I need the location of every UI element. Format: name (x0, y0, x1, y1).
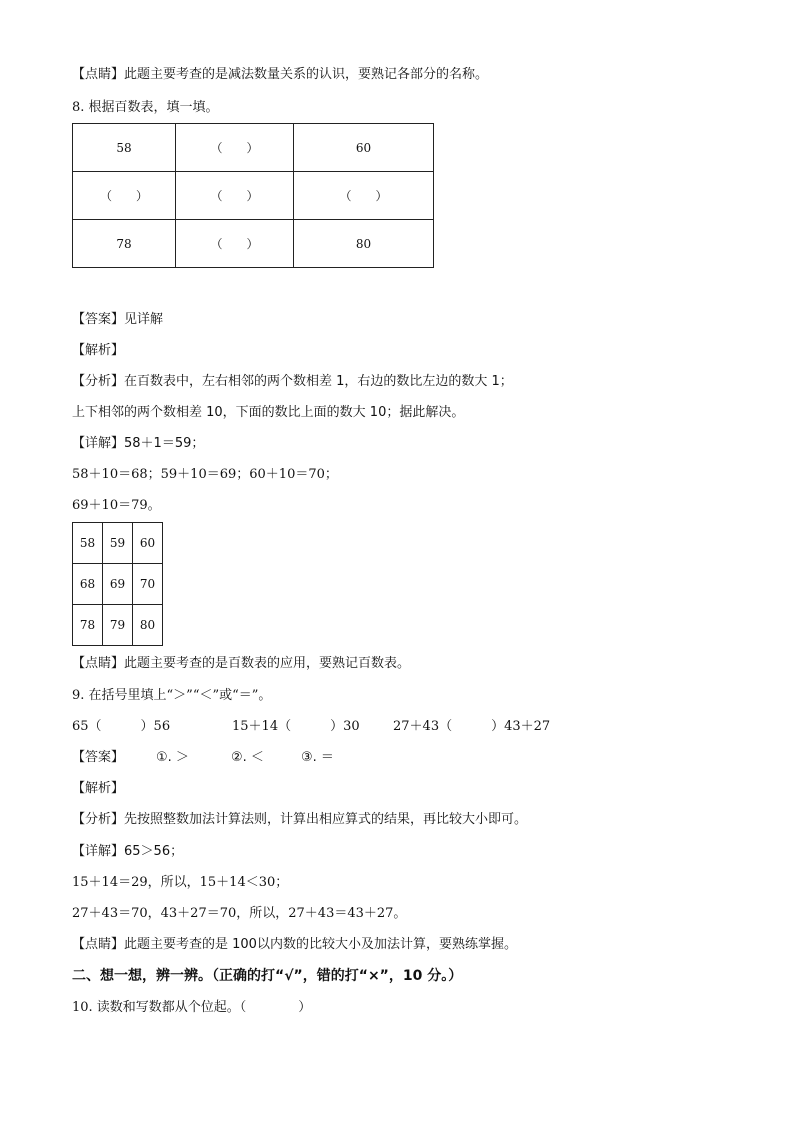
q8-title: 8. 根据百数表，填一填。 (72, 100, 219, 115)
table-cell: （ ） (176, 172, 294, 220)
q8-xiangjie-2: 58＋10＝68；59＋10＝69；60＋10＝70； (72, 467, 338, 482)
q9-item: 27＋43（ ）43＋27 (393, 719, 551, 734)
table-row (73, 605, 163, 646)
q8-jiexi: 【解析】 (72, 343, 125, 358)
table-cell: 80 (294, 220, 434, 268)
table-cell: （ ） (176, 220, 294, 268)
table-cell: 58 (73, 124, 176, 172)
q9-items (72, 718, 550, 736)
q9-answer-2: ②. ＜ (231, 750, 264, 765)
table-cell: （ ） (176, 124, 294, 172)
q9-title: 9. 在括号里填上“＞”“＜”或“＝”。 (72, 688, 272, 703)
q9-item: 15＋14（ ）30 (232, 719, 360, 734)
table-row (73, 124, 434, 172)
q9-answer-1: ①. ＞ (156, 750, 189, 765)
q8-fenxi-1: 【分析】在百数表中，左右相邻的两个数相差 1，右边的数比左边的数大 1； (72, 374, 513, 389)
table-cell: 60 (133, 523, 163, 564)
q10-text: 10. 读数和写数都从个位起。（ ） (72, 1000, 312, 1015)
q8-answer: 【答案】见详解 (72, 312, 164, 327)
dianjing-q7: 【点睛】此题主要考查的是减法数量关系的认识，要熟记各部分的名称。 (72, 67, 489, 82)
q8-xiangjie-1: 【详解】58＋1＝59； (72, 436, 205, 451)
q9-fenxi: 【分析】先按照整数加法计算法则，计算出相应算式的结果，再比较大小即可。 (72, 812, 528, 827)
table-cell: 79 (103, 605, 133, 646)
q8-xiangjie-3: 69＋10＝79。 (72, 498, 161, 513)
q8-fenxi-2: 上下相邻的两个数相差 10，下面的数比上面的数大 10；据此解决。 (72, 405, 465, 420)
q8-dianjing: 【点睛】此题主要考查的是百数表的应用，要熟记百数表。 (72, 656, 411, 671)
q9-dianjing: 【点睛】此题主要考查的是 100以内数的比较大小及加法计算，要熟练掌握。 (72, 937, 517, 952)
table-cell: 78 (73, 220, 176, 268)
q9-answer (72, 749, 334, 767)
q8-hundred-table (72, 123, 434, 268)
table-cell: 70 (133, 564, 163, 605)
q9-answer-label: 【答案】 (72, 750, 125, 765)
section-2-heading: 二、想一想，辨一辨。（正确的打“√”，错的打“×”，10 分。） (72, 968, 463, 984)
q9-item: 65（ ）56 (72, 719, 171, 734)
table-row (73, 220, 434, 268)
table-cell: （ ） (294, 172, 434, 220)
table-cell: 80 (133, 605, 163, 646)
q9-answer-3: ③. ＝ (301, 750, 334, 765)
table-row (73, 172, 434, 220)
table-cell: 69 (103, 564, 133, 605)
q9-xiangjie-3: 27＋43＝70，43＋27＝70，所以，27＋43＝43＋27。 (72, 906, 407, 921)
table-row (73, 564, 163, 605)
table-cell: 60 (294, 124, 434, 172)
table-cell: 68 (73, 564, 103, 605)
q9-jiexi: 【解析】 (72, 781, 125, 796)
table-cell: 58 (73, 523, 103, 564)
table-cell: 59 (103, 523, 133, 564)
q9-xiangjie-1: 【详解】65＞56； (72, 844, 184, 859)
table-cell: 78 (73, 605, 103, 646)
table-cell: （ ） (73, 172, 176, 220)
q8-filled-table (72, 522, 163, 646)
table-row (73, 523, 163, 564)
q9-xiangjie-2: 15＋14＝29，所以，15＋14＜30； (72, 875, 289, 890)
